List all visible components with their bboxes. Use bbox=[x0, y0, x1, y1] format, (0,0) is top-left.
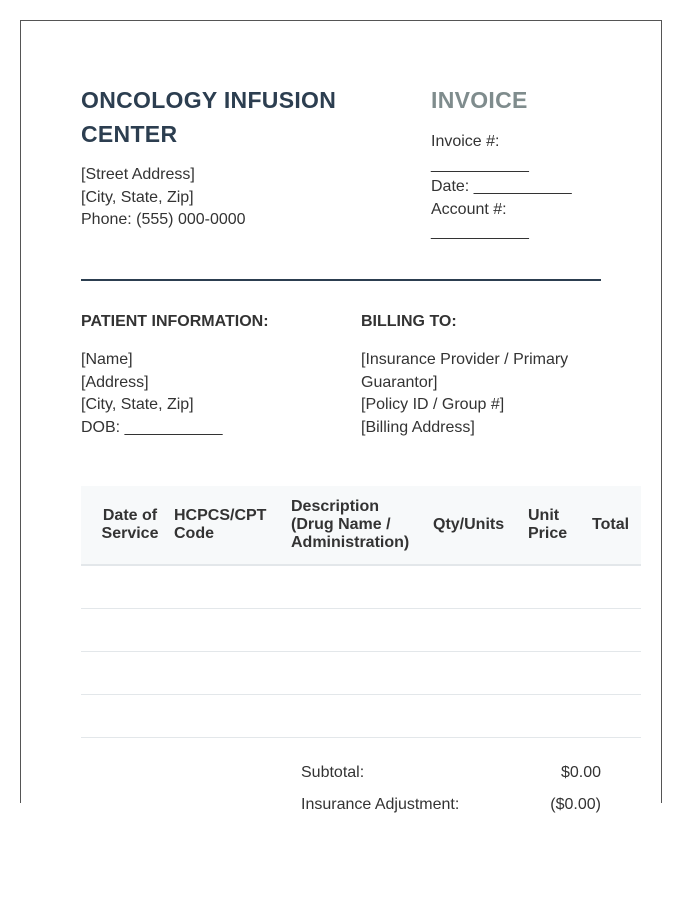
subtotal-value: $0.00 bbox=[560, 764, 601, 781]
table-row[interactable] bbox=[81, 566, 641, 609]
adjustment-value: ($0.00) bbox=[550, 796, 601, 813]
header-qty-units bbox=[433, 486, 513, 564]
clinic-street: [Street Address] bbox=[81, 166, 195, 183]
header-description-line1: Description bbox=[291, 498, 380, 515]
table-row[interactable] bbox=[81, 609, 641, 652]
header-hcpcs-line1: HCPCS/CPT bbox=[174, 507, 267, 524]
invoice-number-label: Invoice #: bbox=[431, 133, 500, 150]
patient-name: [Name] bbox=[81, 351, 133, 368]
table-header-row bbox=[81, 486, 641, 566]
invoice-date-value[interactable]: ___________ bbox=[473, 178, 572, 195]
invoice-number-value[interactable]: ___________ bbox=[431, 155, 529, 173]
invoice-title: INVOICE bbox=[431, 87, 528, 113]
header-description bbox=[291, 486, 421, 564]
table-row[interactable] bbox=[81, 652, 641, 695]
subtotal-label: Subtotal: bbox=[301, 764, 365, 781]
patient-dob-label: DOB: bbox=[81, 418, 121, 436]
invoice-page bbox=[20, 20, 662, 813]
header-qty-line1: Qty/Units bbox=[433, 516, 505, 533]
patient-dob-value[interactable]: ___________ bbox=[124, 418, 223, 436]
clinic-name-line2: CENTER bbox=[81, 121, 178, 147]
header-date-of-service bbox=[93, 486, 167, 564]
billing-policy: [Policy ID / Group #] bbox=[361, 396, 505, 413]
header-date-line1: Date of bbox=[102, 507, 158, 524]
clinic-name bbox=[81, 83, 381, 151]
patient-info bbox=[81, 349, 222, 439]
line-items-table bbox=[81, 486, 641, 738]
header-unit-line1: Unit bbox=[528, 507, 560, 524]
header-total-line1: Total bbox=[592, 516, 630, 533]
header-unit-price bbox=[528, 486, 578, 564]
clinic-name-line1: ONCOLOGY INFUSION bbox=[81, 87, 337, 113]
clinic-phone: Phone: (555) 000-0000 bbox=[81, 211, 246, 228]
invoice-account-value[interactable]: ___________ bbox=[431, 223, 529, 240]
adjustment-label: Insurance Adjustment: bbox=[301, 796, 460, 813]
invoice-account-label: Account #: bbox=[431, 200, 507, 218]
clinic-city: [City, State, Zip] bbox=[81, 188, 194, 206]
header-description-line2: (Drug Name / bbox=[291, 516, 391, 533]
header-date-line2: Service bbox=[101, 525, 159, 542]
patient-heading: PATIENT INFORMATION: bbox=[81, 313, 269, 330]
header-hcpcs-line2: Code bbox=[174, 525, 214, 542]
adjustment-row bbox=[301, 793, 601, 825]
clinic-address bbox=[81, 164, 246, 232]
billing-provider: [Insurance Provider / Primary Guarantor] bbox=[361, 351, 569, 391]
invoice-fields bbox=[431, 131, 591, 244]
invoice-date-label: Date: bbox=[431, 178, 470, 195]
totals-section bbox=[301, 761, 601, 825]
billing-address: [Billing Address] bbox=[361, 418, 475, 436]
billing-info bbox=[361, 349, 581, 439]
header-description-line3: Administration) bbox=[291, 534, 410, 551]
header-hcpcs-code bbox=[174, 486, 274, 564]
header-price-line2: Price bbox=[528, 525, 568, 542]
patient-address: [Address] bbox=[81, 373, 149, 391]
header-divider bbox=[81, 279, 601, 281]
billing-heading: BILLING TO: bbox=[361, 313, 457, 330]
subtotal-row bbox=[301, 761, 601, 793]
header-total bbox=[592, 486, 641, 564]
table-row[interactable] bbox=[81, 695, 641, 738]
patient-city: [City, State, Zip] bbox=[81, 396, 194, 413]
